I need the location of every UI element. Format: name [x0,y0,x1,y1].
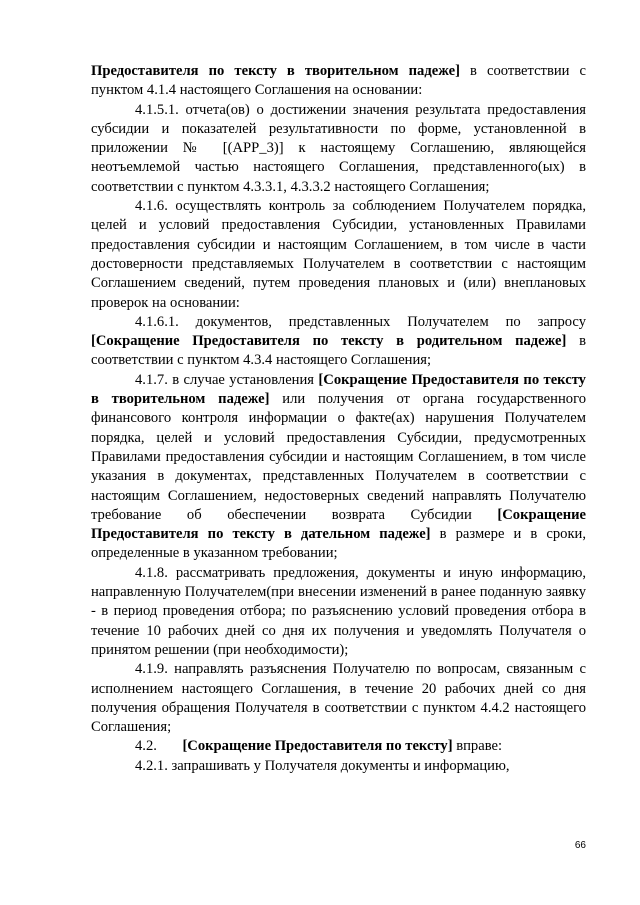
text-span: 4.1.8. рассматривать предложения, документы и иную информацию, направленную Получателем(при внесении изменений в ранее поданную заявку - в период проведения отбора; по разъяснению условий проведения отбора в течение 10 рабочих дней со дня их получения и уведомлять Получателя о принятом решении (при необходимости); [91,564,586,658]
text-span: 4.1.7. в случае установления [135,371,319,388]
paragraph-4-2 [91,737,586,756]
paragraph-4-2-1 [91,757,586,776]
paragraph-4-1-6-1 [91,313,586,371]
page-number: 66 [574,840,586,851]
text-span: [Сокращение Предоставителя по тексту] [182,738,453,755]
text-span: 4.1.5.1. отчета(ов) о достижении значения результата предоставления субсидии и показателей результативности по форме, установленной в приложении № [(APP_3)] к настоящему Соглашению, являющейся неотъемлемой частью настоящего Соглашения, представленного(ых) в соответствии с пунктом 4.3.3.1, 4.3.3.2 настоящего Соглашения; [91,101,586,195]
document-body [91,62,586,776]
text-span: в соответствии с пунктом 4.3.4 настоящего Соглашения; [91,333,586,369]
text-span: 4.2. [135,738,183,755]
paragraph-4-1-6 [91,197,586,313]
paragraph-4-1-9 [91,660,586,737]
text-span: 4.2.1. запрашивать у Получателя документы и информацию, [135,757,510,774]
paragraph-4-1-5-1 [91,101,586,197]
text-span: в соответствии с пунктом 4.1.4 настоящего Соглашения на основании: [91,63,586,99]
paragraph-4-1-8 [91,564,586,660]
text-span: [Сокращение Предоставителя по тексту в творительном падеже] [91,371,586,408]
text-span: или получения от органа государственного финансового контроля информации о факте(ах) нарушения Получателем порядка, целей и условий предоставления Субсидии, предусмотренных Правилами предоставления субсидии и настоящим Соглашением, в том числе указания в документах, представленных Получателем в соответствии с настоящим Соглашением, недостоверных сведений направлять Получателю требование об обеспечении возврата Субсидии [91,391,586,523]
text-span: [Сокращение Предоставителя по тексту в дательном падеже] [91,506,586,543]
text-span: в размере и в сроки, определенные в указанном требовании; [91,526,586,562]
paragraph-1 [91,62,586,101]
paragraph-4-1-7 [91,371,586,564]
text-span: 4.1.9. направлять разъяснения Получателю по вопросам, связанным с исполнением настоящего Соглашения, в течение 20 рабочих дней со дня получения обращения Получателя в соответствии с пунктом 4.4.2 настоящего Соглашения; [91,661,586,736]
text-span: [Сокращение Предоставителя по тексту в родительном падеже] [91,333,567,350]
text-span: 4.1.6. осуществлять контроль за соблюдением Получателем порядка, целей и условий предоставления Субсидии, установленных Правилами предоставления субсидии и настоящим Соглашением, в том числе в части достоверности представляемых Получателем в соответствии с настоящим Соглашением сведений, путем проведения плановых и (или) внеплановых проверок на основании: [91,198,586,311]
text-span: вправе: [452,738,503,755]
text-span: 4.1.6.1. документов, представленных Получателем по запросу [135,313,586,330]
text-span: Предоставителя по тексту в творительном падеже] [91,63,460,79]
